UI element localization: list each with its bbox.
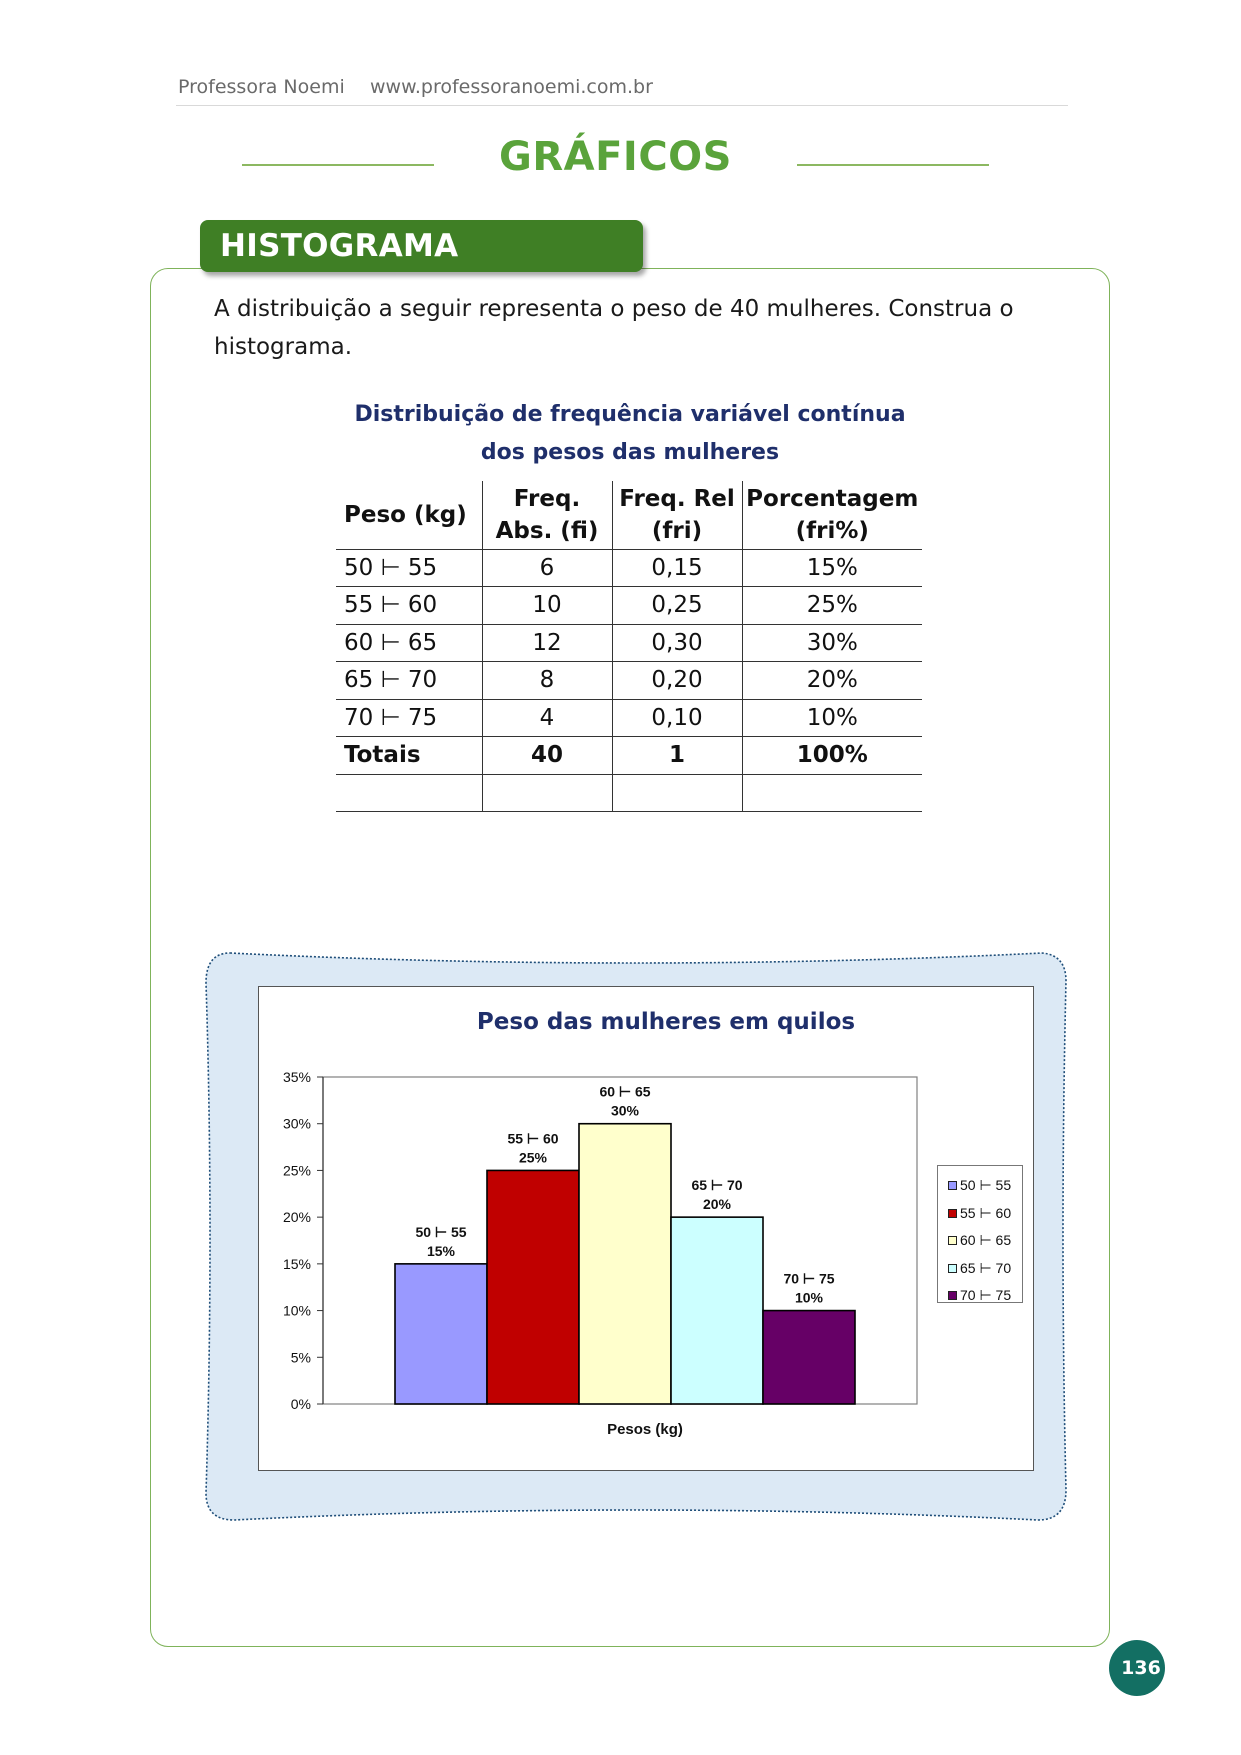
y-tick-label: 20% — [282, 1209, 311, 1226]
header-pct-line-2: (fri%) — [795, 517, 869, 544]
cell-fi: 4 — [482, 699, 612, 737]
y-tick-label: 35% — [282, 1069, 311, 1085]
legend-item — [948, 1172, 1022, 1200]
frequency-table — [336, 481, 922, 812]
table-row — [336, 549, 922, 587]
legend-item — [948, 1200, 1022, 1228]
header-fi-line-1: Freq. — [513, 485, 581, 512]
chart-panel — [258, 986, 1034, 1471]
cell-fri: 0,30 — [612, 624, 742, 662]
cell-peso: 70 ⊢ 75 — [336, 699, 482, 737]
table-row — [336, 624, 922, 662]
legend-swatch — [948, 1264, 957, 1273]
histogram-bar — [763, 1311, 855, 1404]
table-row — [336, 662, 922, 700]
header-fri-line-2: (fri) — [651, 517, 703, 544]
histogram-bar — [487, 1170, 579, 1404]
cell-peso: 50 ⊢ 55 — [336, 549, 482, 587]
header-fi — [482, 481, 612, 549]
header-fri-line-1: Freq. Rel — [619, 485, 735, 512]
cell-totals-fri: 1 — [612, 737, 742, 775]
bar-value-label: 30% — [610, 1102, 640, 1119]
header-fi-line-2: Abs. (fi) — [495, 517, 599, 544]
section-title: HISTOGRAMA — [200, 220, 643, 272]
cell-pct: 15% — [742, 549, 922, 587]
cell-pct: 20% — [742, 662, 922, 700]
header-pct — [742, 481, 922, 549]
y-tick-label: 25% — [282, 1162, 311, 1179]
cell-empty — [612, 774, 742, 812]
header-pct-line-1: Porcentagem — [746, 485, 919, 512]
page-header — [176, 74, 1068, 106]
cell-fri: 0,15 — [612, 549, 742, 587]
header-peso: Peso (kg) — [336, 481, 482, 549]
title-divider-right — [797, 164, 989, 166]
table-row — [336, 699, 922, 737]
histogram-chart — [259, 987, 1035, 1472]
y-tick-label: 0% — [290, 1396, 311, 1412]
cell-totals-label: Totais — [336, 737, 482, 775]
table-header-row — [336, 481, 922, 549]
header-fri — [612, 481, 742, 549]
bar-category-label: 50 ⊢ 55 — [415, 1223, 467, 1240]
legend-label: 55 ⊢ 60 — [960, 1204, 1012, 1221]
y-tick-label: 10% — [282, 1302, 311, 1319]
legend-swatch — [948, 1291, 957, 1300]
author-name: Professora Noemi — [178, 76, 345, 98]
cell-pct: 30% — [742, 624, 922, 662]
cell-peso: 60 ⊢ 65 — [336, 624, 482, 662]
title-divider-left — [242, 164, 434, 166]
bar-value-label: 20% — [702, 1196, 732, 1213]
cell-fi: 6 — [482, 549, 612, 587]
page-title: GRÁFICOS — [499, 134, 732, 180]
legend-swatch — [948, 1209, 957, 1218]
table-title-line-1: Distribuição de frequência variável contínua — [354, 402, 906, 427]
legend-label: 60 ⊢ 65 — [960, 1232, 1012, 1249]
cell-totals-pct: 100% — [742, 737, 922, 775]
table-title-line-2: dos pesos das mulheres — [480, 440, 780, 465]
legend-item — [948, 1282, 1022, 1310]
legend-label: 50 ⊢ 55 — [960, 1177, 1012, 1194]
bar-category-label: 70 ⊢ 75 — [783, 1270, 835, 1287]
cell-fi: 8 — [482, 662, 612, 700]
table-row — [336, 587, 922, 625]
bar-category-label: 60 ⊢ 65 — [599, 1083, 651, 1100]
legend-item — [948, 1255, 1022, 1283]
bar-category-label: 55 ⊢ 60 — [507, 1130, 559, 1147]
site-url[interactable]: www.professoranoemi.com.br — [370, 76, 653, 98]
table-totals-row — [336, 737, 922, 775]
y-tick-label: 5% — [290, 1349, 311, 1366]
cell-peso: 65 ⊢ 70 — [336, 662, 482, 700]
legend-item — [948, 1227, 1022, 1255]
cell-empty — [336, 774, 482, 812]
cell-fri: 0,25 — [612, 587, 742, 625]
legend-label: 65 ⊢ 70 — [960, 1259, 1012, 1276]
exercise-statement: A distribuição a seguir representa o peso de 40 mulheres. Construa o histograma. — [214, 296, 1014, 360]
x-axis-label: Pesos (kg) — [607, 1421, 683, 1438]
page-number: 136 — [1109, 1640, 1165, 1696]
y-tick-label: 30% — [282, 1115, 311, 1132]
cell-empty — [482, 774, 612, 812]
histogram-bar — [395, 1264, 487, 1404]
cell-fi: 10 — [482, 587, 612, 625]
cell-pct: 10% — [742, 699, 922, 737]
cell-fri: 0,10 — [612, 699, 742, 737]
cell-fri: 0,20 — [612, 662, 742, 700]
bar-value-label: 25% — [518, 1149, 548, 1166]
bar-category-label: 65 ⊢ 70 — [691, 1177, 743, 1194]
y-tick-label: 15% — [282, 1255, 311, 1272]
chart-legend — [937, 1165, 1023, 1303]
legend-label: 70 ⊢ 75 — [960, 1287, 1012, 1304]
cell-totals-fi: 40 — [482, 737, 612, 775]
cell-pct: 25% — [742, 587, 922, 625]
cell-fi: 12 — [482, 624, 612, 662]
table-title — [330, 396, 930, 472]
chart-title: Peso das mulheres em quilos — [476, 1009, 856, 1035]
histogram-bar — [671, 1217, 763, 1404]
legend-swatch — [948, 1236, 957, 1245]
bar-value-label: 10% — [794, 1289, 824, 1306]
bar-value-label: 15% — [426, 1242, 456, 1259]
table-empty-row — [336, 774, 922, 812]
histogram-bar — [579, 1124, 671, 1404]
legend-swatch — [948, 1181, 957, 1190]
cell-peso: 55 ⊢ 60 — [336, 587, 482, 625]
cell-empty — [742, 774, 922, 812]
